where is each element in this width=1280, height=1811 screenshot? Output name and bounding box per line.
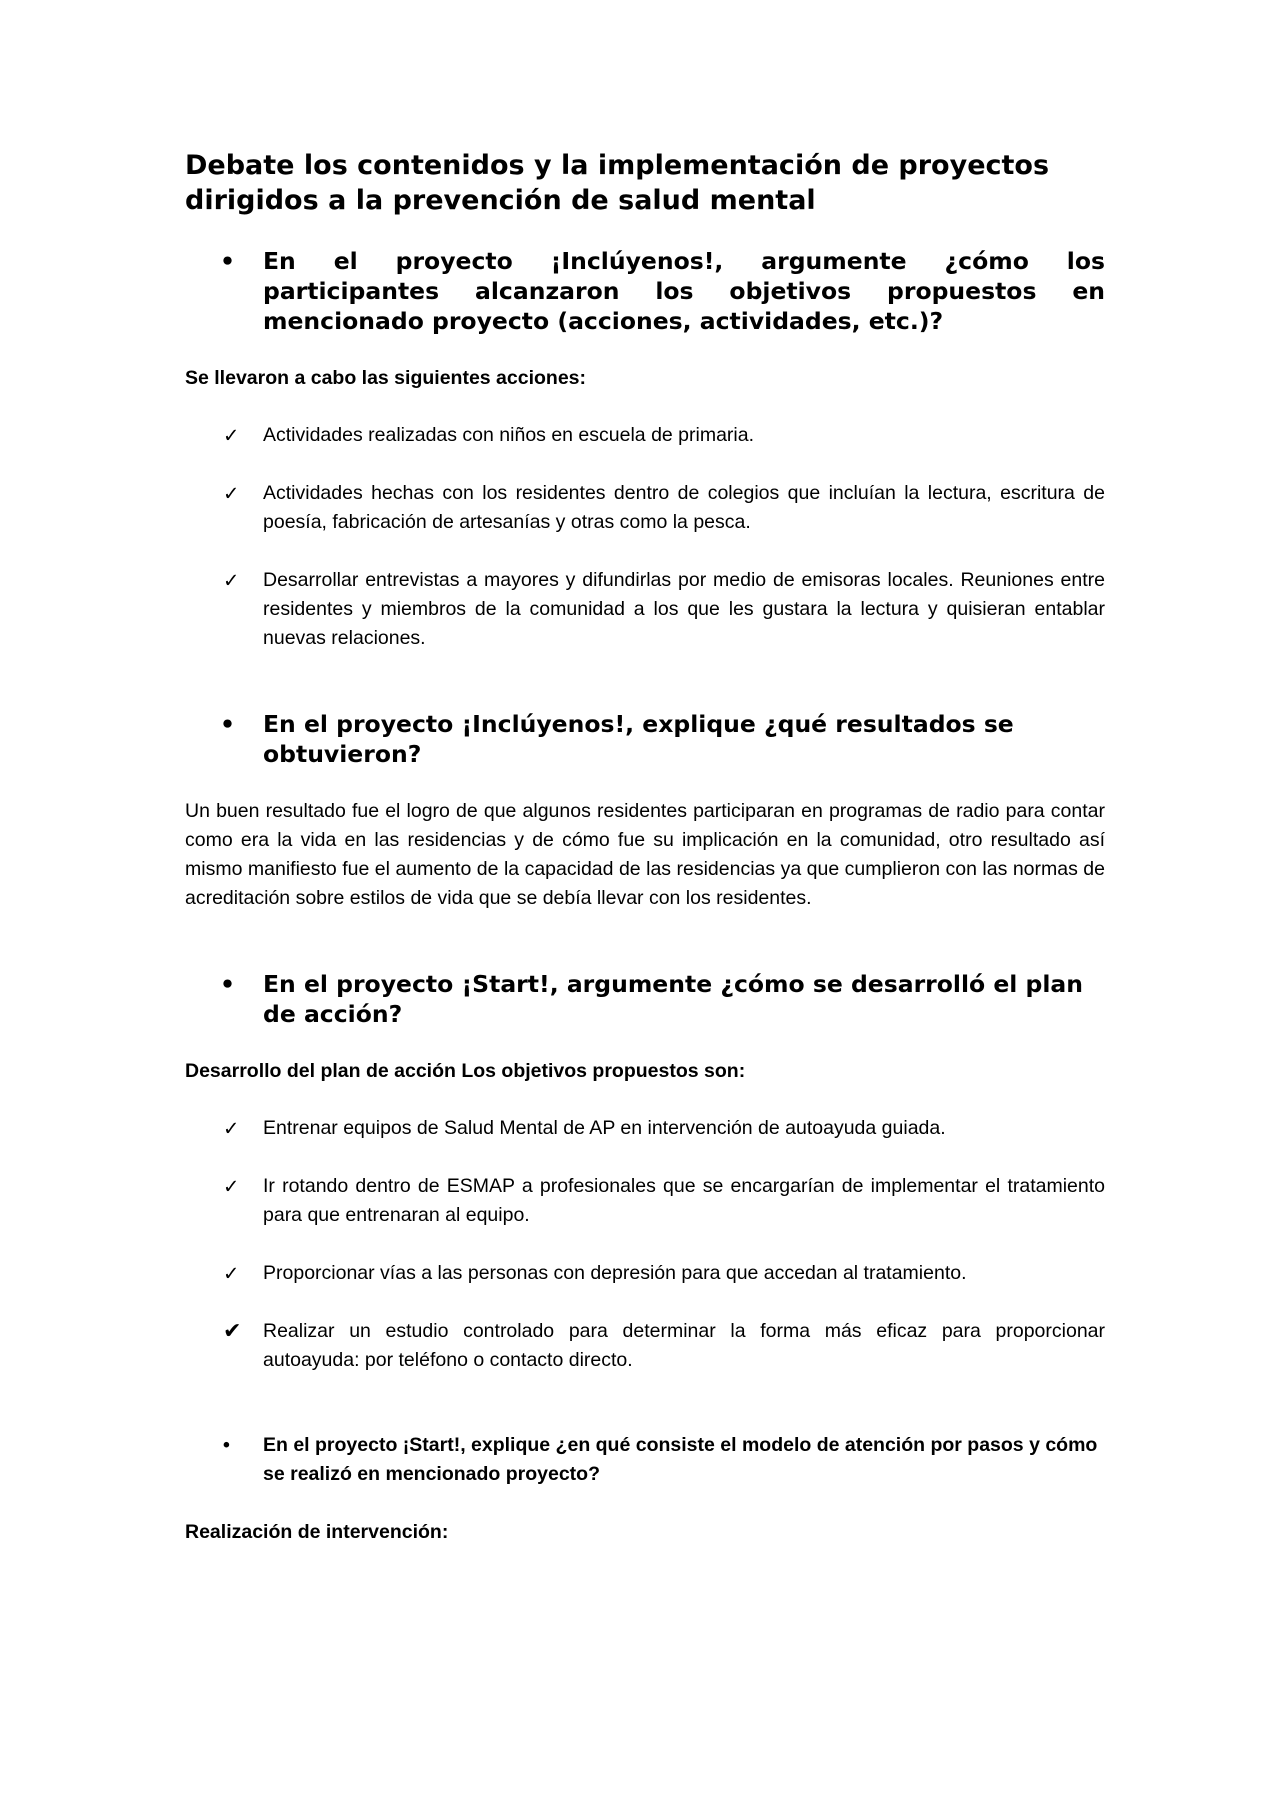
document-body: [185, 148, 1105, 1547]
checkmark-icon: ✓: [223, 569, 240, 592]
list-item: [185, 479, 1105, 537]
list-item: [185, 1172, 1105, 1230]
list-item-text: Actividades hechas con los residentes dentro de colegios que incluían la lectura, escritura de poesía, fabricación de artesanías y otras como la pesca.: [263, 482, 1105, 533]
section1-question-text: En el proyecto ¡Inclúyenos!, argumente ¿cómo los participantes alcanzaron los objetivos propuestos en mencionado proyecto (acciones, actividades, etc.)?: [263, 247, 1105, 335]
page-title: Debate los contenidos y la implementación de proyectos dirigidos a la prevención de salud mental: [185, 150, 1050, 216]
list-item: [185, 566, 1105, 653]
section4-question-text: En el proyecto ¡Start!, explique ¿en qué consiste el modelo de atención por pasos y cómo se realizó en mencionado proyecto?: [263, 1434, 1098, 1485]
heavy-checkmark-icon: ✔: [223, 1319, 242, 1344]
list-item-text: Realizar un estudio controlado para determinar la forma más eficaz para proporcionar autoayuda: por teléfono o contacto directo.: [263, 1320, 1105, 1371]
checkmark-icon: ✓: [223, 1175, 240, 1198]
section1-check-list: [185, 421, 1105, 653]
section2-question: [185, 709, 1105, 769]
checkmark-icon: ✓: [223, 482, 240, 505]
section2-question-text: En el proyecto ¡Inclúyenos!, explique ¿qué resultados se obtuvieron?: [263, 710, 1014, 768]
section3-label: Desarrollo del plan de acción Los objetivos propuestos son:: [185, 1060, 746, 1082]
section2-paragraph: Un buen resultado fue el logro de que algunos residentes participaran en programas de radio para contar como era la vida en las residencias y de cómo fue su implicación en la comunidad, otro resultado así mismo manifiesto fue el aumento de la capacidad de las residencias ya que cumplieron con las normas de acreditación sobre estilos de vida que se debía llevar con los residentes.: [185, 800, 1105, 909]
checkmark-icon: ✓: [223, 1262, 240, 1285]
section3-question: [185, 969, 1105, 1029]
bullet-icon: •: [220, 710, 236, 738]
list-item-text: Desarrollar entrevistas a mayores y difundirlas por medio de emisoras locales. Reuniones entre residentes y miembros de la comunidad a los que les gustara la lectura y quisieran entablar nuevas relaciones.: [263, 569, 1105, 649]
bullet-icon: •: [223, 1434, 230, 1456]
section1-label: Se llevaron a cabo las siguientes acciones:: [185, 367, 587, 389]
list-item: [185, 1317, 1105, 1375]
section3-question-text: En el proyecto ¡Start!, argumente ¿cómo se desarrolló el plan de acción?: [263, 970, 1083, 1028]
list-item: [185, 421, 1105, 450]
section3-check-list: [185, 1114, 1105, 1375]
list-item-text: Ir rotando dentro de ESMAP a profesionales que se encargarían de implementar el tratamiento para que entrenaran al equipo.: [263, 1175, 1105, 1226]
list-item: [185, 1114, 1105, 1143]
list-item-text: Actividades realizadas con niños en escuela de primaria.: [263, 424, 755, 446]
list-item: [185, 1259, 1105, 1288]
section4-question: [185, 1431, 1105, 1489]
checkmark-icon: ✓: [223, 424, 240, 447]
section4-label: Realización de intervención:: [185, 1521, 449, 1543]
bullet-icon: •: [220, 247, 236, 275]
checkmark-icon: ✓: [223, 1117, 240, 1140]
section1-question: [185, 246, 1105, 336]
list-item-text: Entrenar equipos de Salud Mental de AP en intervención de autoayuda guiada.: [263, 1117, 946, 1139]
bullet-icon: •: [220, 970, 236, 998]
list-item-text: Proporcionar vías a las personas con depresión para que accedan al tratamiento.: [263, 1262, 967, 1284]
